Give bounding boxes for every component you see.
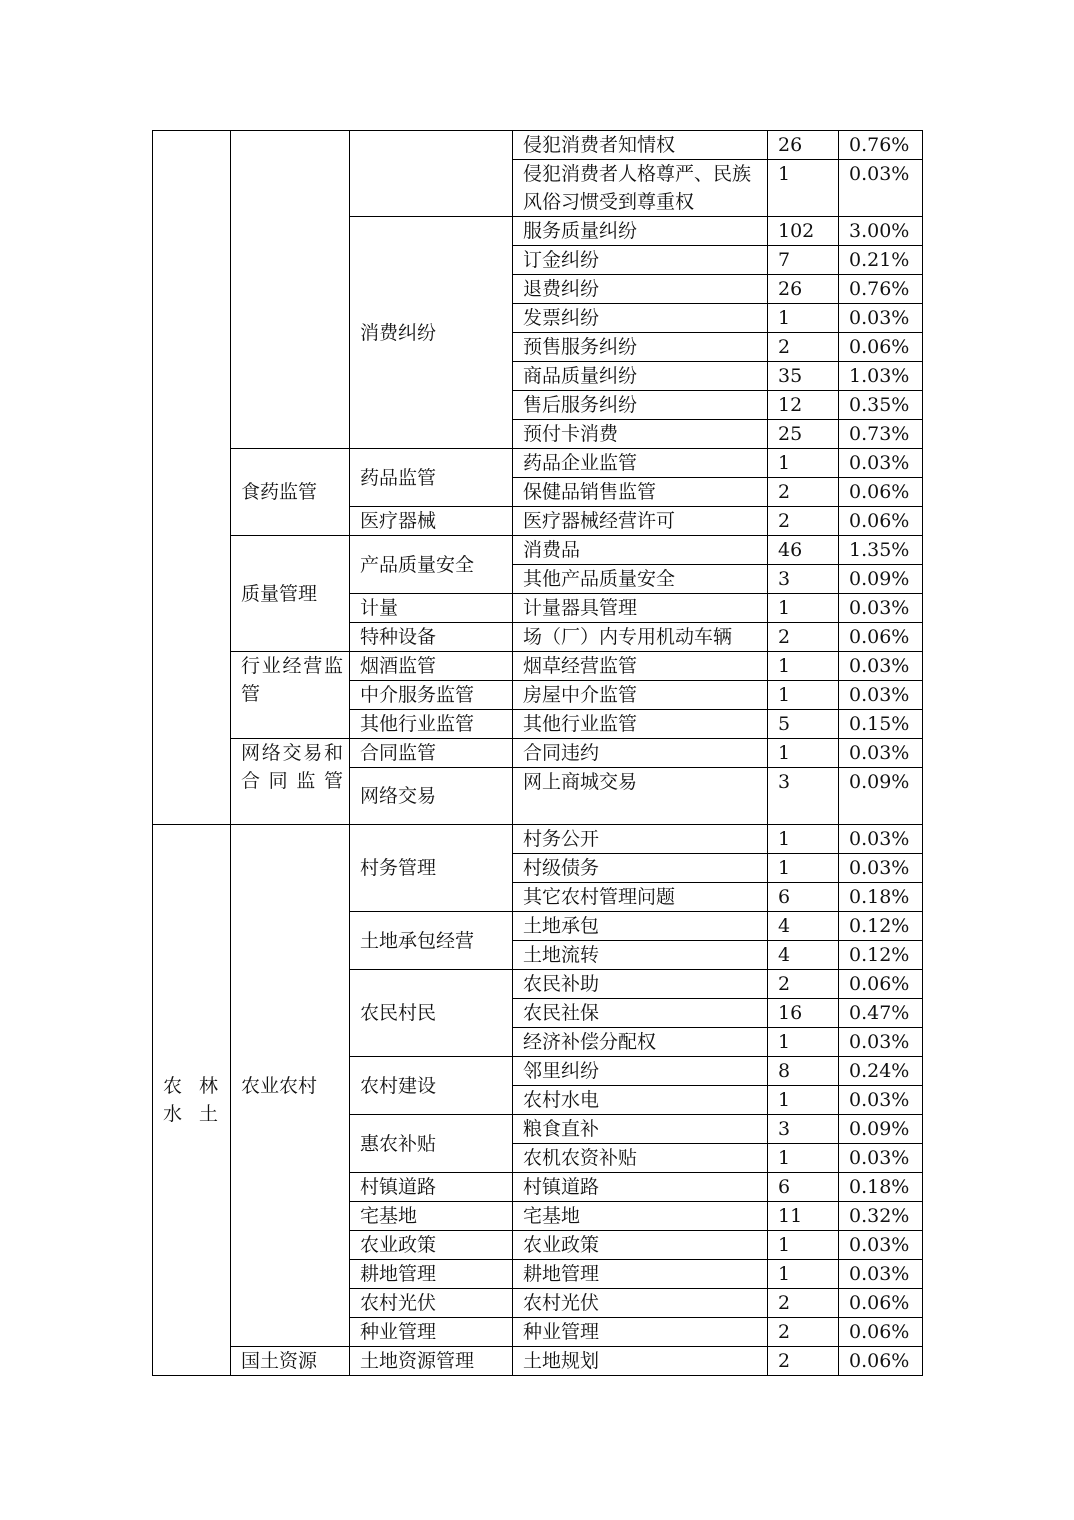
cell-count: 2: [768, 1289, 839, 1318]
cell-count: 1: [768, 1086, 839, 1115]
cell-item: 预售服务纠纷: [513, 333, 768, 362]
cell-count: 3: [768, 1115, 839, 1144]
cell-category-l3: 耕地管理: [350, 1260, 513, 1289]
cell-item: 侵犯消费者知情权: [513, 131, 768, 160]
table-row: [153, 652, 923, 681]
statistics-table: [152, 130, 923, 1376]
cell-item: 保健品销售监管: [513, 478, 768, 507]
cell-count: 1: [768, 854, 839, 883]
cell-category-l3: 土地资源管理: [350, 1347, 513, 1376]
cell-item: 预付卡消费: [513, 420, 768, 449]
cell-item: 消费品: [513, 536, 768, 565]
cell-item: 计量器具管理: [513, 594, 768, 623]
cell-item: 发票纠纷: [513, 304, 768, 333]
cell-count: 1: [768, 304, 839, 333]
table-row: [153, 825, 923, 854]
cell-percent: 0.03%: [839, 681, 923, 710]
cell-category-l3: 药品监管: [350, 449, 513, 507]
cell-item: 服务质量纠纷: [513, 217, 768, 246]
cell-percent: 0.03%: [839, 1086, 923, 1115]
cell-count: 1: [768, 739, 839, 768]
cell-item: 侵犯消费者人格尊严、民族风俗习惯受到尊重权: [513, 160, 768, 217]
cell-item: 农村水电: [513, 1086, 768, 1115]
cell-category-l2: 网络交易和合同监管: [231, 739, 350, 825]
cell-category-l3: 中介服务监管: [350, 681, 513, 710]
cell-percent: 0.03%: [839, 1260, 923, 1289]
cell-category-l3: 农民村民: [350, 970, 513, 1057]
cell-count: 2: [768, 970, 839, 999]
cell-category-l1: [153, 131, 231, 825]
cell-category-l3: 医疗器械: [350, 507, 513, 536]
cell-percent: 0.12%: [839, 912, 923, 941]
cell-item: 售后服务纠纷: [513, 391, 768, 420]
cell-item: 合同违约: [513, 739, 768, 768]
cell-category-l3: 村务管理: [350, 825, 513, 912]
cell-item: 耕地管理: [513, 1260, 768, 1289]
cell-percent: 0.06%: [839, 623, 923, 652]
cell-category-l2: 质量管理: [231, 536, 350, 652]
cell-item: 其他行业监管: [513, 710, 768, 739]
cell-percent: 0.03%: [839, 652, 923, 681]
table-row: [153, 1347, 923, 1376]
cell-category-l3: 种业管理: [350, 1318, 513, 1347]
cell-count: 2: [768, 507, 839, 536]
cell-item: 其它农村管理问题: [513, 883, 768, 912]
table-row: [153, 739, 923, 768]
cell-percent: 0.06%: [839, 333, 923, 362]
cell-count: 12: [768, 391, 839, 420]
cell-category-l3: 农业政策: [350, 1231, 513, 1260]
cell-item: 商品质量纠纷: [513, 362, 768, 391]
cell-count: 2: [768, 333, 839, 362]
cell-category-l3: 惠农补贴: [350, 1115, 513, 1173]
cell-category-l3: 计量: [350, 594, 513, 623]
cell-count: 26: [768, 275, 839, 304]
cell-percent: 0.06%: [839, 507, 923, 536]
cell-item: 宅基地: [513, 1202, 768, 1231]
cell-item: 网上商城交易: [513, 768, 768, 825]
cell-category-l3: 宅基地: [350, 1202, 513, 1231]
cell-item: 经济补偿分配权: [513, 1028, 768, 1057]
cell-item: 退费纠纷: [513, 275, 768, 304]
cell-percent: 0.47%: [839, 999, 923, 1028]
cell-count: 11: [768, 1202, 839, 1231]
cell-category-l2: 食药监管: [231, 449, 350, 536]
cell-percent: 0.09%: [839, 768, 923, 825]
cell-count: 8: [768, 1057, 839, 1086]
cell-percent: 0.03%: [839, 304, 923, 333]
cell-percent: 1.35%: [839, 536, 923, 565]
cell-category-l3: 网络交易: [350, 768, 513, 825]
cell-percent: 0.03%: [839, 854, 923, 883]
cell-item: 医疗器械经营许可: [513, 507, 768, 536]
cell-count: 1: [768, 1144, 839, 1173]
cell-percent: 0.18%: [839, 883, 923, 912]
cell-count: 5: [768, 710, 839, 739]
cell-category-l2: 行业经营监管: [231, 652, 350, 739]
cell-percent: 0.09%: [839, 565, 923, 594]
cell-percent: 0.35%: [839, 391, 923, 420]
cell-percent: 1.03%: [839, 362, 923, 391]
cell-percent: 0.06%: [839, 478, 923, 507]
cell-count: 2: [768, 1318, 839, 1347]
cell-category-l3: 土地承包经营: [350, 912, 513, 970]
cell-category-l3: 农村建设: [350, 1057, 513, 1115]
cell-percent: 0.32%: [839, 1202, 923, 1231]
cell-category-l3: 产品质量安全: [350, 536, 513, 594]
cell-item: 农村光伏: [513, 1289, 768, 1318]
cell-category-l3: 合同监管: [350, 739, 513, 768]
cell-item: 房屋中介监管: [513, 681, 768, 710]
cell-item: 农业政策: [513, 1231, 768, 1260]
cell-count: 4: [768, 941, 839, 970]
cell-percent: 3.00%: [839, 217, 923, 246]
cell-item: 烟草经营监管: [513, 652, 768, 681]
cell-category-l3: 消费纠纷: [350, 217, 513, 449]
cell-count: 1: [768, 160, 839, 217]
cell-category-l3: 烟酒监管: [350, 652, 513, 681]
cell-category-l3: 其他行业监管: [350, 710, 513, 739]
cell-percent: 0.12%: [839, 941, 923, 970]
cell-count: 1: [768, 1231, 839, 1260]
cell-item: 村务公开: [513, 825, 768, 854]
cell-percent: 0.03%: [839, 1144, 923, 1173]
cell-item: 邻里纠纷: [513, 1057, 768, 1086]
cell-item: 土地流转: [513, 941, 768, 970]
cell-item: 村级债务: [513, 854, 768, 883]
cell-item: 农民社保: [513, 999, 768, 1028]
cell-item: 订金纠纷: [513, 246, 768, 275]
cell-percent: 0.03%: [839, 1231, 923, 1260]
cell-item: 场（厂）内专用机动车辆: [513, 623, 768, 652]
cell-percent: 0.03%: [839, 160, 923, 217]
cell-count: 1: [768, 449, 839, 478]
cell-count: 2: [768, 1347, 839, 1376]
cell-percent: 0.18%: [839, 1173, 923, 1202]
cell-percent: 0.03%: [839, 449, 923, 478]
cell-percent: 0.06%: [839, 1347, 923, 1376]
cell-category-l3: 农村光伏: [350, 1289, 513, 1318]
cell-percent: 0.24%: [839, 1057, 923, 1086]
cell-item: 土地承包: [513, 912, 768, 941]
cell-count: 46: [768, 536, 839, 565]
cell-count: 26: [768, 131, 839, 160]
cell-count: 1: [768, 652, 839, 681]
cell-item: 土地规划: [513, 1347, 768, 1376]
cell-item: 农民补助: [513, 970, 768, 999]
cell-count: 1: [768, 681, 839, 710]
cell-percent: 0.09%: [839, 1115, 923, 1144]
cell-percent: 0.76%: [839, 275, 923, 304]
cell-count: 6: [768, 883, 839, 912]
cell-percent: 0.06%: [839, 1289, 923, 1318]
cell-item: 药品企业监管: [513, 449, 768, 478]
cell-count: 16: [768, 999, 839, 1028]
cell-category-l2: 国土资源: [231, 1347, 350, 1376]
cell-percent: 0.03%: [839, 594, 923, 623]
cell-item: 种业管理: [513, 1318, 768, 1347]
cell-item: 粮食直补: [513, 1115, 768, 1144]
cell-percent: 0.06%: [839, 1318, 923, 1347]
cell-category-l3: 村镇道路: [350, 1173, 513, 1202]
cell-count: 1: [768, 594, 839, 623]
cell-item: 村镇道路: [513, 1173, 768, 1202]
table-row: [153, 131, 923, 160]
cell-percent: 0.76%: [839, 131, 923, 160]
cell-count: 3: [768, 768, 839, 825]
cell-count: 35: [768, 362, 839, 391]
cell-percent: 0.06%: [839, 970, 923, 999]
cell-item: 其他产品质量安全: [513, 565, 768, 594]
cell-count: 1: [768, 1260, 839, 1289]
cell-category-l3: 特种设备: [350, 623, 513, 652]
cell-count: 7: [768, 246, 839, 275]
cell-category-l2: [231, 131, 350, 449]
cell-count: 25: [768, 420, 839, 449]
cell-category-l3: [350, 131, 513, 217]
cell-category-l1: 农林水土: [153, 825, 231, 1376]
cell-count: 1: [768, 1028, 839, 1057]
cell-count: 4: [768, 912, 839, 941]
cell-item: 农机农资补贴: [513, 1144, 768, 1173]
cell-percent: 0.03%: [839, 739, 923, 768]
cell-percent: 0.21%: [839, 246, 923, 275]
cell-percent: 0.03%: [839, 1028, 923, 1057]
cell-category-l2: 农业农村: [231, 825, 350, 1347]
cell-count: 102: [768, 217, 839, 246]
cell-count: 1: [768, 825, 839, 854]
cell-percent: 0.73%: [839, 420, 923, 449]
cell-count: 6: [768, 1173, 839, 1202]
cell-percent: 0.15%: [839, 710, 923, 739]
cell-count: 2: [768, 623, 839, 652]
cell-count: 2: [768, 478, 839, 507]
cell-count: 3: [768, 565, 839, 594]
table-row: [153, 449, 923, 478]
cell-percent: 0.03%: [839, 825, 923, 854]
table-row: [153, 536, 923, 565]
